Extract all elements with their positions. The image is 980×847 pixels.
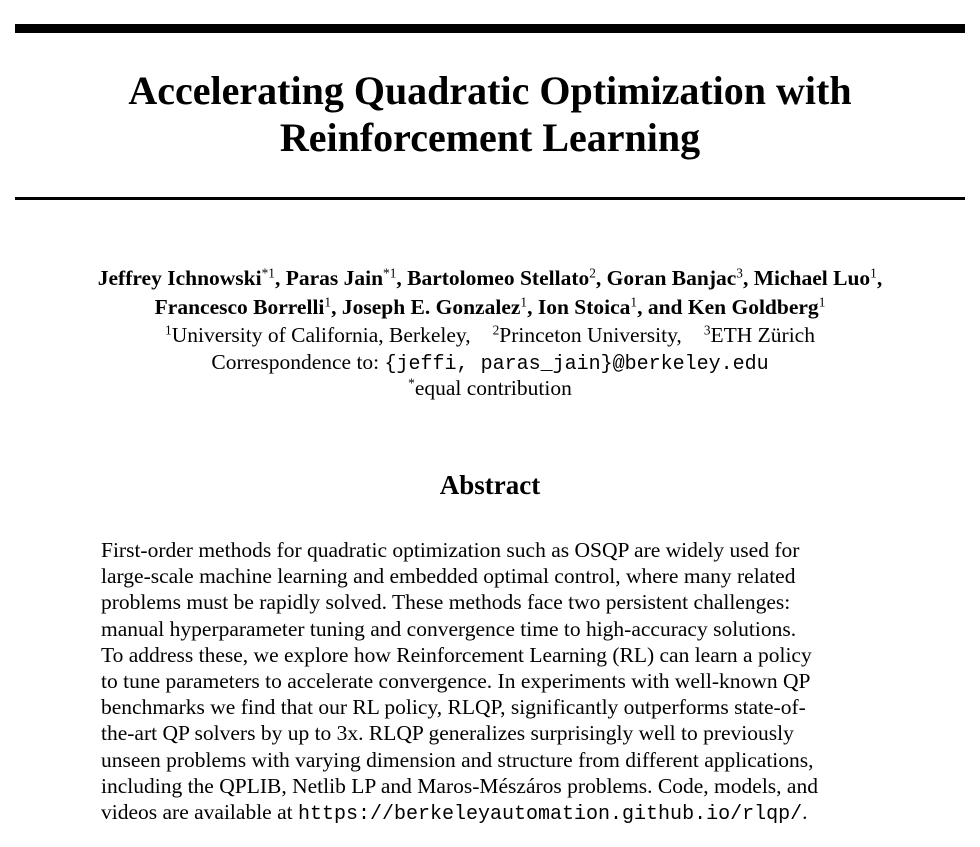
top-rule (15, 24, 965, 33)
equal-contribution-text: equal contribution (414, 376, 572, 400)
author-name: Bartolomeo Stellato (407, 266, 590, 290)
abstract-line: benchmarks we find that our RL policy, RLQP, significantly outperforms state-of- (101, 695, 806, 720)
author-conjunction: and (647, 295, 683, 319)
affiliation-name: University of California, Berkeley, (171, 323, 471, 347)
author-name: Jeffrey Ichnowski (97, 266, 262, 290)
author-mark: 1 (818, 294, 826, 310)
correspondence-label: Correspondence to: (211, 350, 380, 374)
author-name: Michael Luo (753, 266, 871, 290)
author-name: Francesco Borrelli (154, 295, 325, 319)
abstract-last-line-prefix: videos are available at (101, 800, 293, 825)
affiliation-name: Princeton University, (499, 323, 682, 347)
title-line-1: Accelerating Quadratic Optimization with (128, 68, 852, 113)
affiliation-mark: 2 (492, 322, 500, 338)
author-mark: 1 (520, 294, 528, 310)
equal-contribution-note (0, 374, 980, 402)
equal-contribution-mark: * (408, 375, 415, 391)
affiliations (0, 321, 980, 349)
author-line-2: Francesco Borrelli$^1$, Joseph E. Gonzalez$^1$, Ion Stoica$^1$, and Ken Goldberg$^1$ (154, 294, 826, 319)
abstract-last-line (101, 799, 891, 828)
abstract-line: First-order methods for quadratic optimization such as OSQP are widely used for (101, 538, 800, 562)
abstract-body (101, 537, 891, 828)
paper-title (0, 67, 980, 161)
author-line-1: Jeffrey Ichnowski$^{*1}$, Paras Jain$^{*1}$, Bartolomeo Stellato$^2$, Goran Banjac$^3$, Michael Luo$^1$, (97, 265, 883, 290)
abstract-line: To address these, we explore how Reinforcement Learning (RL) can learn a policy (101, 642, 812, 667)
author-mark: 1 (870, 265, 877, 281)
affiliation-mark: 1 (165, 322, 172, 338)
title-rule (15, 197, 965, 200)
abstract-line: manual hyperparameter tuning and convergence time to high-accuracy solutions. (101, 616, 797, 641)
author-mark: 1 (324, 294, 332, 310)
author-mark: 3 (736, 265, 743, 281)
author-name: Ion Stoica (537, 295, 631, 319)
author-mark: 2 (589, 265, 596, 281)
abstract-line: large-scale machine learning and embedded optimal control, where many related (101, 564, 796, 589)
title-line-2: Reinforcement Learning (279, 115, 701, 160)
abstract-line: to tune parameters to accelerate convergence. In experiments with well-known QP (101, 669, 811, 694)
author-name: Ken Goldberg (687, 295, 819, 319)
affiliation-name: ETH Zürich (710, 323, 815, 347)
abstract-line: problems must be rapidly solved. These methods face two persistent challenges: (101, 590, 791, 615)
author-name: Goran Banjac (606, 266, 737, 290)
author-list (0, 264, 980, 322)
author-mark: 1 (630, 294, 638, 310)
author-name: Joseph E. Gonzalez (341, 295, 521, 319)
abstract-heading: Abstract (439, 470, 541, 500)
author-mark: *1 (261, 265, 275, 281)
abstract-last-line-suffix: . (802, 800, 808, 825)
project-url-link[interactable]: https://berkeleyautomation.github.io/rlqp/ (298, 803, 803, 827)
abstract-line: unseen problems with varying dimension and structure from different applications, (101, 747, 814, 772)
author-name: Paras Jain (285, 266, 384, 290)
abstract-line: the-art QP solvers by up to 3x. RLQP generalizes surprisingly well to previously (101, 721, 794, 746)
abstract-line: including the QPLIB, Netlib LP and Maros-Mészáros problems. Code, models, and (101, 773, 818, 798)
correspondence-emails: {jeffi, paras_jain}@berkeley.edu (384, 353, 769, 376)
author-mark: *1 (383, 265, 397, 281)
affiliation-mark: 3 (703, 322, 711, 338)
